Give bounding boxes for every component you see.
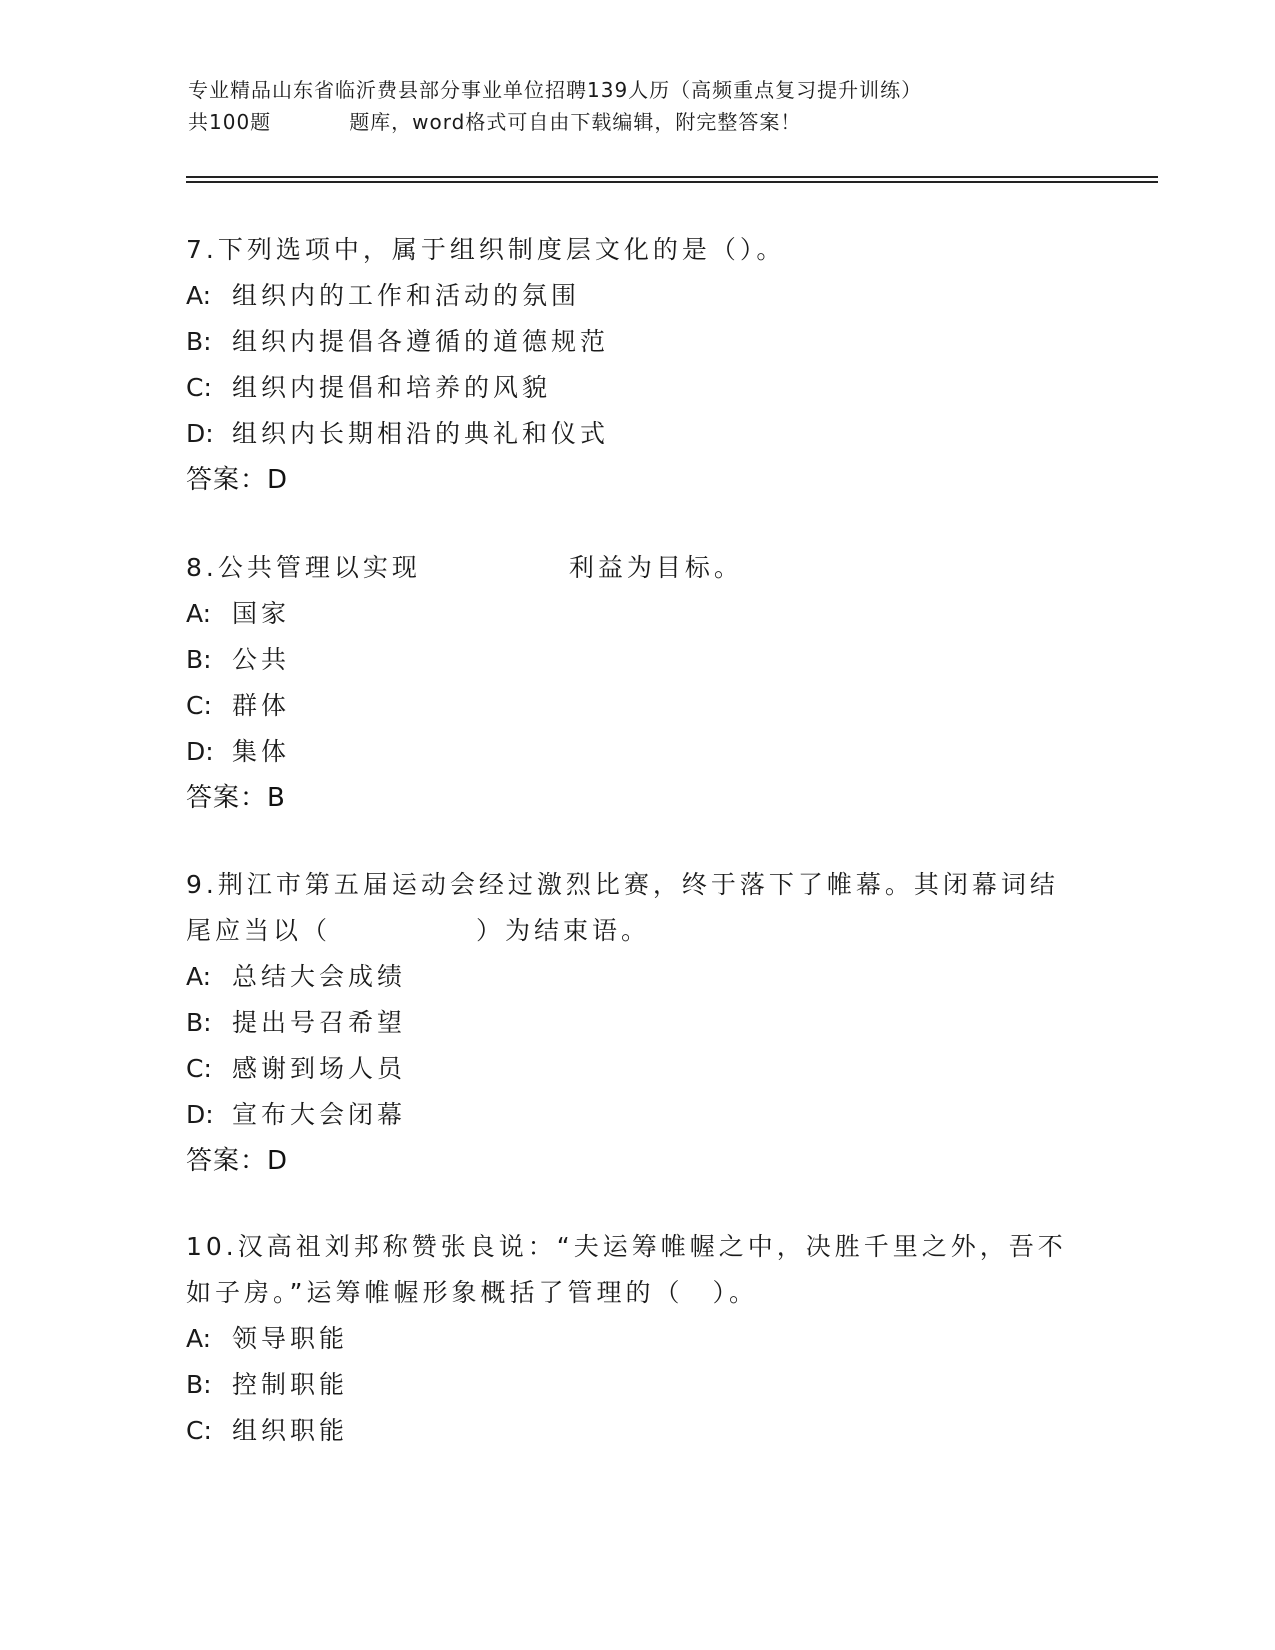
answer-line: 答案：D <box>186 1146 289 1176</box>
option-letter: B: <box>186 1370 212 1399</box>
option-b <box>186 637 1086 683</box>
option-d <box>186 729 1086 775</box>
question-stem-line-1: 9.荆江市第五届运动会经过激烈比赛，终于落下了帷幕。其闭幕词结 <box>186 870 1059 899</box>
question-9 <box>186 862 1086 1184</box>
option-letter: D: <box>186 737 214 766</box>
document-header <box>188 74 1088 138</box>
answer-line: 答案：D <box>186 465 289 495</box>
header-subtitle-line <box>188 106 1088 138</box>
option-c <box>186 365 1086 411</box>
option-letter: A: <box>186 962 212 991</box>
question-stem-line-2: 尾应当以（ ）为结束语。 <box>186 916 651 945</box>
option-text: 提出号召希望 <box>232 1008 407 1037</box>
option-text: 集体 <box>232 737 291 766</box>
option-b <box>186 1000 1086 1046</box>
option-letter: C: <box>186 691 212 720</box>
option-a <box>186 591 1086 637</box>
option-text: 宣布大会闭幕 <box>232 1100 407 1129</box>
header-title-line: 专业精品山东省临沂费县部分事业单位招聘139人历（高频重点复习提升训练） <box>188 78 923 102</box>
question-stem <box>186 545 1086 591</box>
option-letter: B: <box>186 645 212 674</box>
option-b <box>186 1362 1086 1408</box>
answer-line: 答案：B <box>186 783 286 813</box>
option-letter: C: <box>186 373 212 402</box>
question-stem-part-1: 8.公共管理以实现 <box>186 553 421 582</box>
option-text: 组织职能 <box>232 1416 349 1445</box>
question-10 <box>186 1224 1086 1454</box>
option-a <box>186 954 1086 1000</box>
option-c <box>186 683 1086 729</box>
option-letter: B: <box>186 1008 212 1037</box>
option-c <box>186 1046 1086 1092</box>
option-text: 组织内提倡各遵循的道德规范 <box>232 327 610 356</box>
option-c <box>186 1408 1086 1454</box>
option-d <box>186 411 1086 457</box>
header-divider-bottom <box>186 181 1158 183</box>
option-a <box>186 1316 1086 1362</box>
header-question-count: 共100题 <box>188 110 272 134</box>
option-text: 组织内提倡和培养的风貌 <box>232 373 552 402</box>
option-text: 公共 <box>232 645 291 674</box>
header-divider-top <box>186 176 1158 178</box>
option-text: 组织内长期相沿的典礼和仪式 <box>232 419 610 448</box>
question-7 <box>186 227 1086 503</box>
option-letter: C: <box>186 1054 212 1083</box>
option-text: 群体 <box>232 691 291 720</box>
question-stem: 7.下列选项中，属于组织制度层文化的是（）。 <box>186 235 786 264</box>
header-download-note: 题库，word格式可自由下载编辑，附完整答案！ <box>349 110 802 134</box>
option-letter: A: <box>186 281 212 310</box>
option-text: 感谢到场人员 <box>232 1054 407 1083</box>
option-b <box>186 319 1086 365</box>
question-stem-line-2: 如子房。”运筹帷幄形象概括了管理的（ ）。 <box>186 1278 758 1307</box>
option-d <box>186 1092 1086 1138</box>
option-letter: A: <box>186 599 212 628</box>
question-stem-part-2: 利益为目标。 <box>568 553 743 582</box>
option-letter: A: <box>186 1324 212 1353</box>
question-8 <box>186 545 1086 821</box>
option-a <box>186 273 1086 319</box>
option-text: 组织内的工作和活动的氛围 <box>232 281 581 310</box>
option-letter: B: <box>186 327 212 356</box>
option-letter: C: <box>186 1416 212 1445</box>
option-letter: D: <box>186 1100 214 1129</box>
option-letter: D: <box>186 419 214 448</box>
option-text: 国家 <box>232 599 291 628</box>
option-text: 控制职能 <box>232 1370 349 1399</box>
option-text: 领导职能 <box>232 1324 349 1353</box>
question-stem-line-1: 10.汉高祖刘邦称赞张良说：“夫运筹帷幄之中，决胜千里之外，吾不 <box>186 1232 1067 1261</box>
option-text: 总结大会成绩 <box>232 962 407 991</box>
